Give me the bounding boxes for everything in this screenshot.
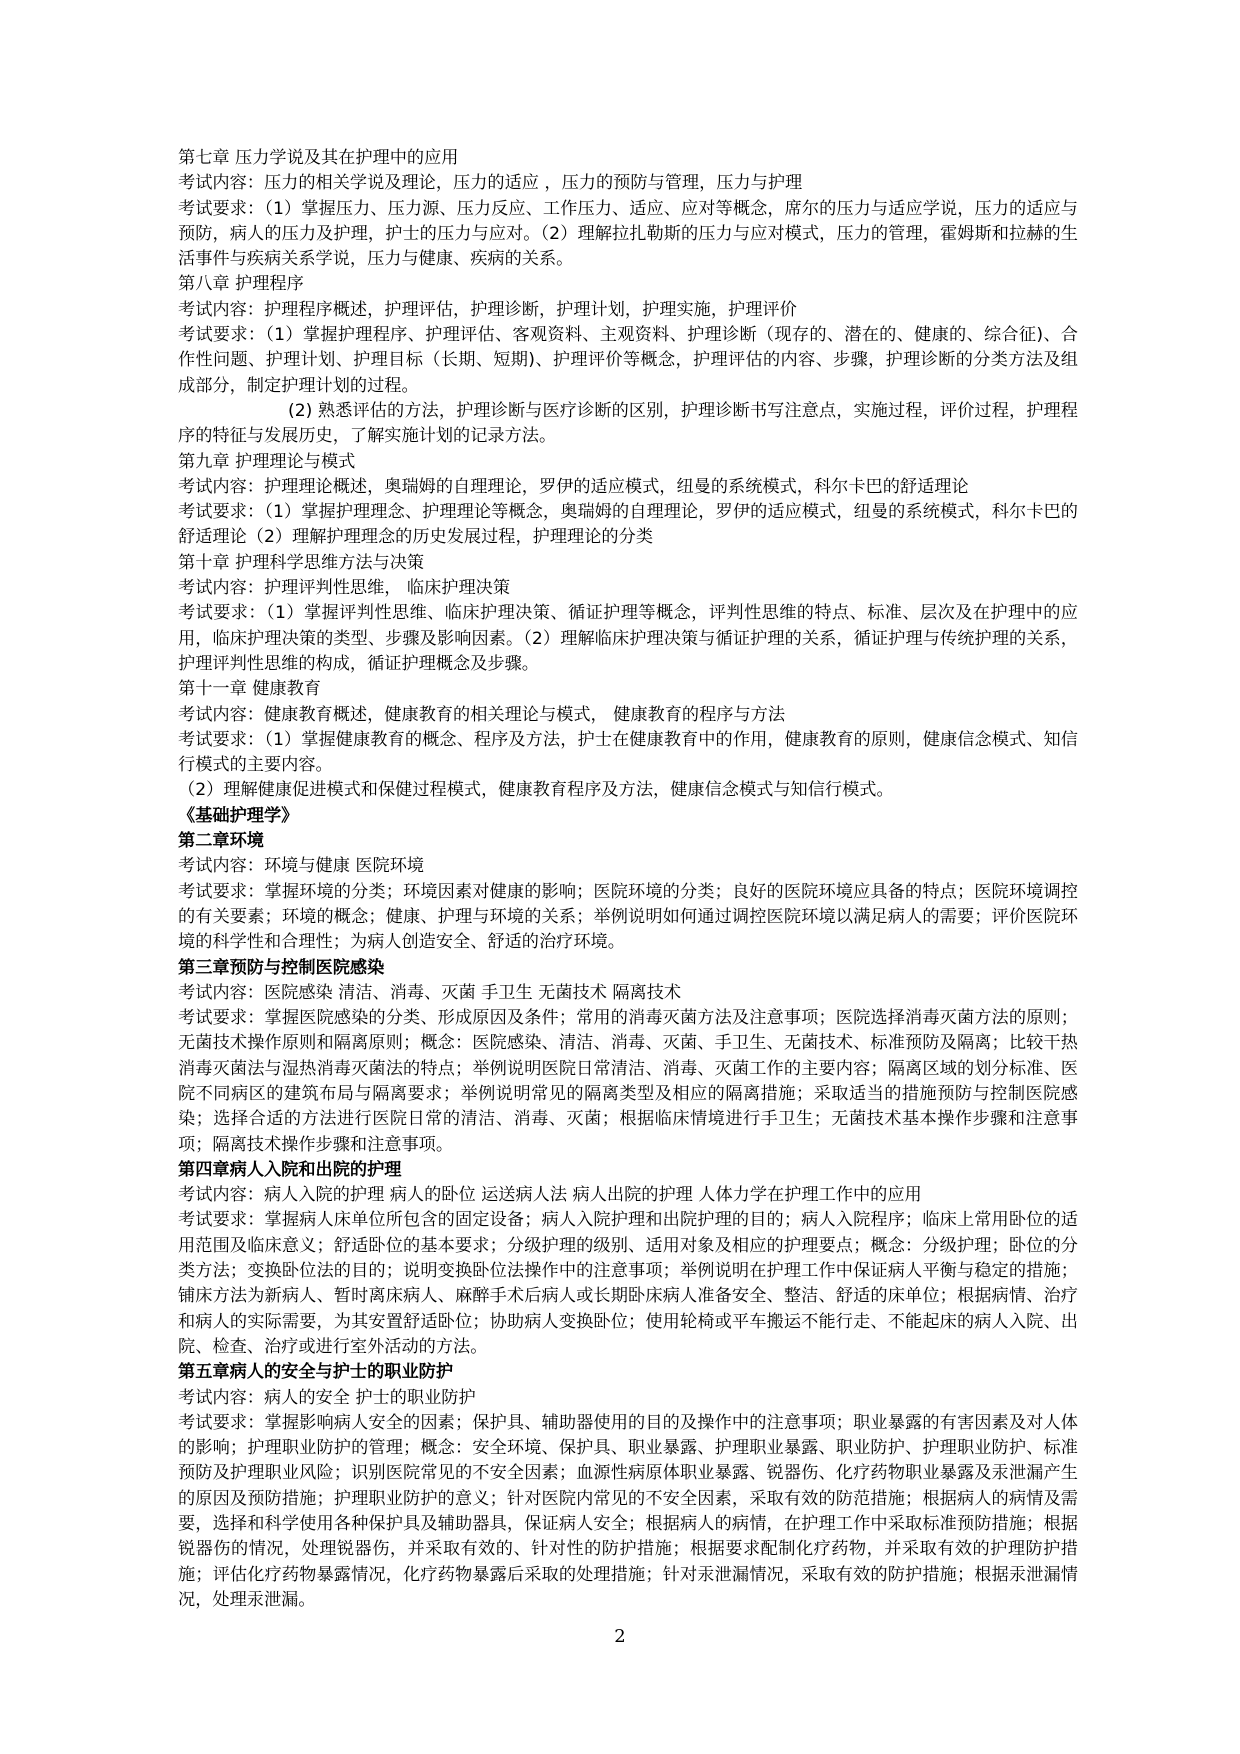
exam-requirements: 考试要求：（1）掌握评判性思维、临床护理决策、循证护理等概念，评判性思维的特点、标准、层次及在护理中的应用，临床护理决策的类型、步骤及影响因素。（2）理解临床护理决策与循证护理的关系，循证护理与传统护理的关系，护理评判性思维的构成，循证护理概念及步骤。	[178, 603, 1078, 674]
exam-content: 考试内容：病人的安全 护士的职业防护	[178, 1387, 476, 1408]
exam-requirements-continued: （2）理解健康促进模式和保健过程模式，健康教育程序及方法，健康信念模式与知信行模式。	[178, 780, 894, 801]
chapter-heading: 第三章预防与控制医院感染	[178, 957, 385, 978]
chapter-heading: 第九章 护理理论与模式	[178, 451, 356, 472]
exam-content: 考试内容：护理程序概述，护理评估，护理诊断，护理计划，护理实施，护理评价	[178, 299, 797, 320]
chapter-heading: 第五章病人的安全与护士的职业防护	[178, 1362, 454, 1383]
exam-requirements-continued: (2) 熟悉评估的方法，护理诊断与医疗诊断的区别，护理诊断书写注意点，实施过程，评价过程，护理程序的特征与发展历史，了解实施计划的记录方法。	[178, 400, 1078, 447]
exam-requirements: 考试要求：掌握医院感染的分类、形成原因及条件；常用的消毒灭菌方法及注意事项；医院选择消毒灭菌方法的原则；无菌技术操作原则和隔离原则；概念：医院感染、清洁、消毒、灭菌、手卫生、无菌技术、标准预防及隔离；比较干热消毒灭菌法与湿热消毒灭菌法的特点；举例说明医院日常清洁、消毒、灭菌工作的主要内容；隔离区域的划分标准、医院不同病区的建筑布局与隔离要求；举例说明常见的隔离类型及相应的隔离措施；采取适当的措施预防与控制医院感染；选择合适的方法进行医院日常的清洁、消毒、灭菌；根据临床情境进行手卫生；无菌技术基本操作步骤和注意事项；隔离技术操作步骤和注意事项。	[178, 1008, 1078, 1155]
section-title: 《基础护理学》	[178, 805, 299, 826]
exam-content: 考试内容：护理理论概述，奥瑞姆的自理理论，罗伊的适应模式，纽曼的系统模式，科尔卡巴的舒适理论	[178, 476, 969, 497]
chapter-heading: 第二章环境	[178, 831, 264, 852]
chapter-heading: 第七章 压力学说及其在护理中的应用	[178, 148, 459, 168]
chapter-heading: 第八章 护理程序	[178, 274, 304, 295]
exam-requirements: 考试要求：（1）掌握健康教育的概念、程序及方法，护士在健康教育中的作用，健康教育的原则，健康信念模式、知信行模式的主要内容。	[178, 729, 1078, 776]
document-body	[178, 146, 1078, 1613]
exam-content: 考试内容：病人入院的护理 病人的卧位 运送病人法 病人出院的护理 人体力学在护理工作中的应用	[178, 1185, 922, 1206]
exam-requirements: 考试要求：（1）掌握护理程序、护理评估、客观资料、主观资料、护理诊断（现存的、潜在的、健康的、综合征)、合作性问题、护理计划、护理目标（长期、短期)、护理评价等概念，护理评估的内容、步骤，护理诊断的分类方法及组成部分，制定护理计划的过程。	[178, 325, 1078, 396]
exam-content: 考试内容：医院感染 清洁、消毒、灭菌 手卫生 无菌技术 隔离技术	[178, 982, 682, 1003]
exam-requirements: 考试要求：掌握影响病人安全的因素；保护具、辅助器使用的目的及操作中的注意事项；职业暴露的有害因素及对人体的影响；护理职业防护的管理；概念：安全环境、保护具、职业暴露、护理职业暴露、职业防护、护理职业防护、标准预防及护理职业风险；识别医院常见的不安全因素；血源性病原体职业暴露、锐器伤、化疗药物职业暴露及汞泄漏产生的原因及预防措施；护理职业防护的意义；针对医院内常见的不安全因素，采取有效的防范措施；根据病人的病情及需要，选择和科学使用各种保护具及辅助器具，保证病人安全；根据病人的病情，在护理工作中采取标准预防措施；根据锐器伤的情况，处理锐器伤，并采取有效的、针对性的防护措施；根据要求配制化疗药物，并采取有效的护理防护措施；评估化疗药物暴露情况，化疗药物暴露后采取的处理措施；针对汞泄漏情况，采取有效的防护措施；根据汞泄漏情况，处理汞泄漏。	[178, 1412, 1078, 1610]
exam-content: 考试内容：健康教育概述，健康教育的相关理论与模式， 健康教育的程序与方法	[178, 704, 786, 725]
exam-content: 考试内容：压力的相关学说及理论，压力的适应 ，压力的预防与管理，压力与护理	[178, 173, 803, 194]
exam-requirements: 考试要求：掌握病人床单位所包含的固定设备；病人入院护理和出院护理的目的；病人入院程序；临床上常用卧位的适用范围及临床意义；舒适卧位的基本要求；分级护理的级别、适用对象及相应的护理要点；概念：分级护理；卧位的分类方法；变换卧位法的目的；说明变换卧位法操作中的注意事项；举例说明在护理工作中保证病人平衡与稳定的措施；铺床方法为新病人、暂时离床病人、麻醉手术后病人或长期卧床病人准备安全、整洁、舒适的床单位；根据病情、治疗和病人的实际需要，为其安置舒适卧位；协助病人变换卧位；使用轮椅或平车搬运不能行走、不能起床的病人入院、出院、检查、治疗或进行室外活动的方法。	[178, 1210, 1078, 1357]
exam-requirements: 考试要求：（1）掌握护理理念、护理理论等概念，奥瑞姆的自理理论，罗伊的适应模式，纽曼的系统模式，科尔卡巴的舒适理论（2）理解护理理念的历史发展过程，护理理论的分类	[178, 502, 1078, 548]
exam-requirements: 考试要求：（1）掌握压力、压力源、压力反应、工作压力、适应、应对等概念，席尔的压力与适应学说，压力的适应与预防，病人的压力及护理，护士的压力与应对。（2）理解拉扎勒斯的压力与应对模式，压力的管理，霍姆斯和拉赫的生活事件与疾病关系学说，压力与健康、疾病的关系。	[178, 198, 1078, 270]
chapter-heading: 第四章病人入院和出院的护理	[178, 1159, 402, 1180]
exam-content: 考试内容：护理评判性思维， 临床护理决策	[178, 578, 511, 599]
page-number: 2	[614, 1626, 626, 1647]
chapter-heading: 第十章 护理科学思维方法与决策	[178, 552, 425, 573]
exam-requirements: 考试要求：掌握环境的分类；环境因素对健康的影响；医院环境的分类；良好的医院环境应具备的特点；医院环境调控的有关要素；环境的概念；健康、护理与环境的关系；举例说明如何通过调控医院环境以满足病人的需要；评价医院环境的科学性和合理性；为病人创造安全、舒适的治疗环境。	[178, 881, 1078, 953]
chapter-heading: 第十一章 健康教育	[178, 679, 321, 700]
exam-content: 考试内容：环境与健康 医院环境	[178, 856, 425, 877]
